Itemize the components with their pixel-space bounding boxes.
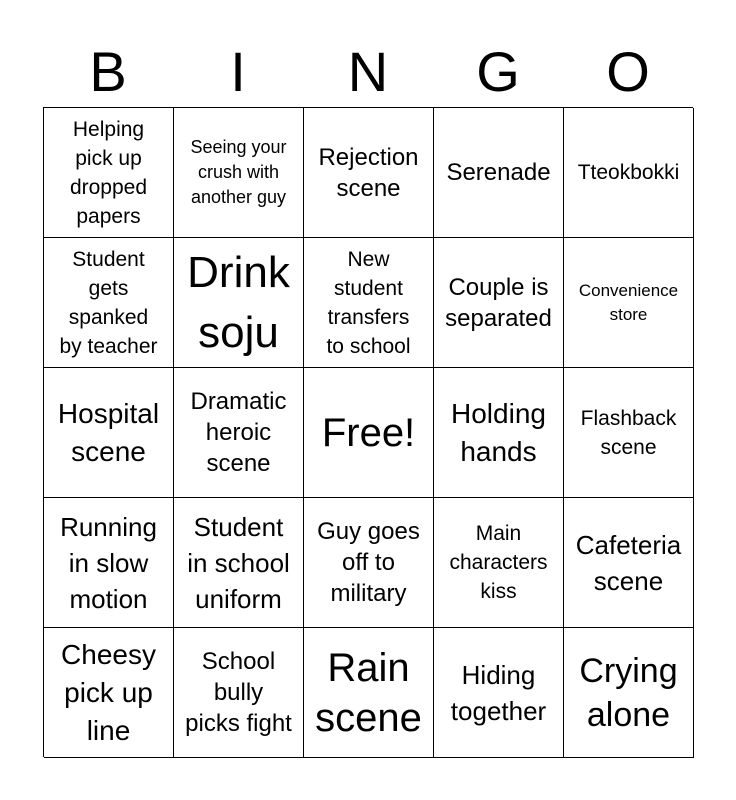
bingo-cell[interactable] <box>174 368 304 498</box>
bingo-cell[interactable] <box>434 108 564 238</box>
header-letter-b: B <box>89 40 127 103</box>
cell-text: Holding hands <box>451 397 546 467</box>
bingo-cell[interactable] <box>434 498 564 628</box>
cell-text: Serenade <box>446 159 551 186</box>
bingo-cell[interactable] <box>174 628 304 758</box>
bingo-cell[interactable] <box>44 368 174 498</box>
cell-text: Tteokbokki <box>577 161 680 184</box>
bingo-cell[interactable] <box>304 238 434 368</box>
bingo-cell[interactable] <box>434 368 564 498</box>
cell-text: School bully picks fight <box>185 648 292 737</box>
header-letter-n: N <box>347 40 389 103</box>
bingo-cell[interactable] <box>564 108 694 238</box>
header-letter-g: G <box>476 40 520 103</box>
bingo-cell[interactable] <box>434 238 564 368</box>
bingo-cell[interactable] <box>174 498 304 628</box>
bingo-cell[interactable] <box>304 108 434 238</box>
bingo-cell[interactable] <box>44 238 174 368</box>
cell-text: Couple is separated <box>445 273 552 332</box>
cell-text: Convenience store <box>578 280 679 324</box>
bingo-cell[interactable] <box>44 628 174 758</box>
cell-text: Rain scene <box>315 645 422 740</box>
bingo-cell-free[interactable] <box>304 368 434 498</box>
bingo-cell[interactable] <box>564 238 694 368</box>
bingo-cell[interactable] <box>304 628 434 758</box>
bingo-cell[interactable] <box>44 498 174 628</box>
cell-text: Helping pick up dropped papers <box>69 117 148 228</box>
cell-text: Rejection scene <box>318 143 419 202</box>
bingo-cell[interactable] <box>434 628 564 758</box>
header-letter-i: I <box>230 40 246 103</box>
cell-text: Drink soju <box>187 247 290 357</box>
cell-text: Cheesy pick up line <box>61 638 156 746</box>
bingo-cell[interactable] <box>174 108 304 238</box>
cell-text: New student transfers to school <box>326 247 411 358</box>
cell-text: Crying alone <box>579 651 678 734</box>
cell-text: Main characters kiss <box>449 522 548 603</box>
header-letter-o: O <box>606 40 650 103</box>
cell-text: Free! <box>321 410 416 455</box>
cell-text: Student gets spanked by teacher <box>59 247 158 358</box>
cell-text: Hiding together <box>450 659 547 726</box>
cell-text: Dramatic heroic scene <box>190 388 287 477</box>
bingo-grid <box>43 107 693 757</box>
bingo-cell[interactable] <box>564 628 694 758</box>
bingo-cell[interactable] <box>304 498 434 628</box>
cell-text: Student in school uniform <box>187 511 290 614</box>
cell-text: Running in slow motion <box>60 511 157 614</box>
bingo-header <box>43 38 693 106</box>
bingo-cell[interactable] <box>564 498 694 628</box>
cell-text: Guy goes off to military <box>317 518 420 607</box>
cell-text: Seeing your crush with another guy <box>190 137 287 207</box>
bingo-cell[interactable] <box>174 238 304 368</box>
bingo-cell[interactable] <box>564 368 694 498</box>
bingo-cell[interactable] <box>44 108 174 238</box>
cell-text: Hospital scene <box>57 397 160 467</box>
cell-text: Flashback scene <box>580 406 677 459</box>
cell-text: Cafeteria scene <box>575 529 682 596</box>
